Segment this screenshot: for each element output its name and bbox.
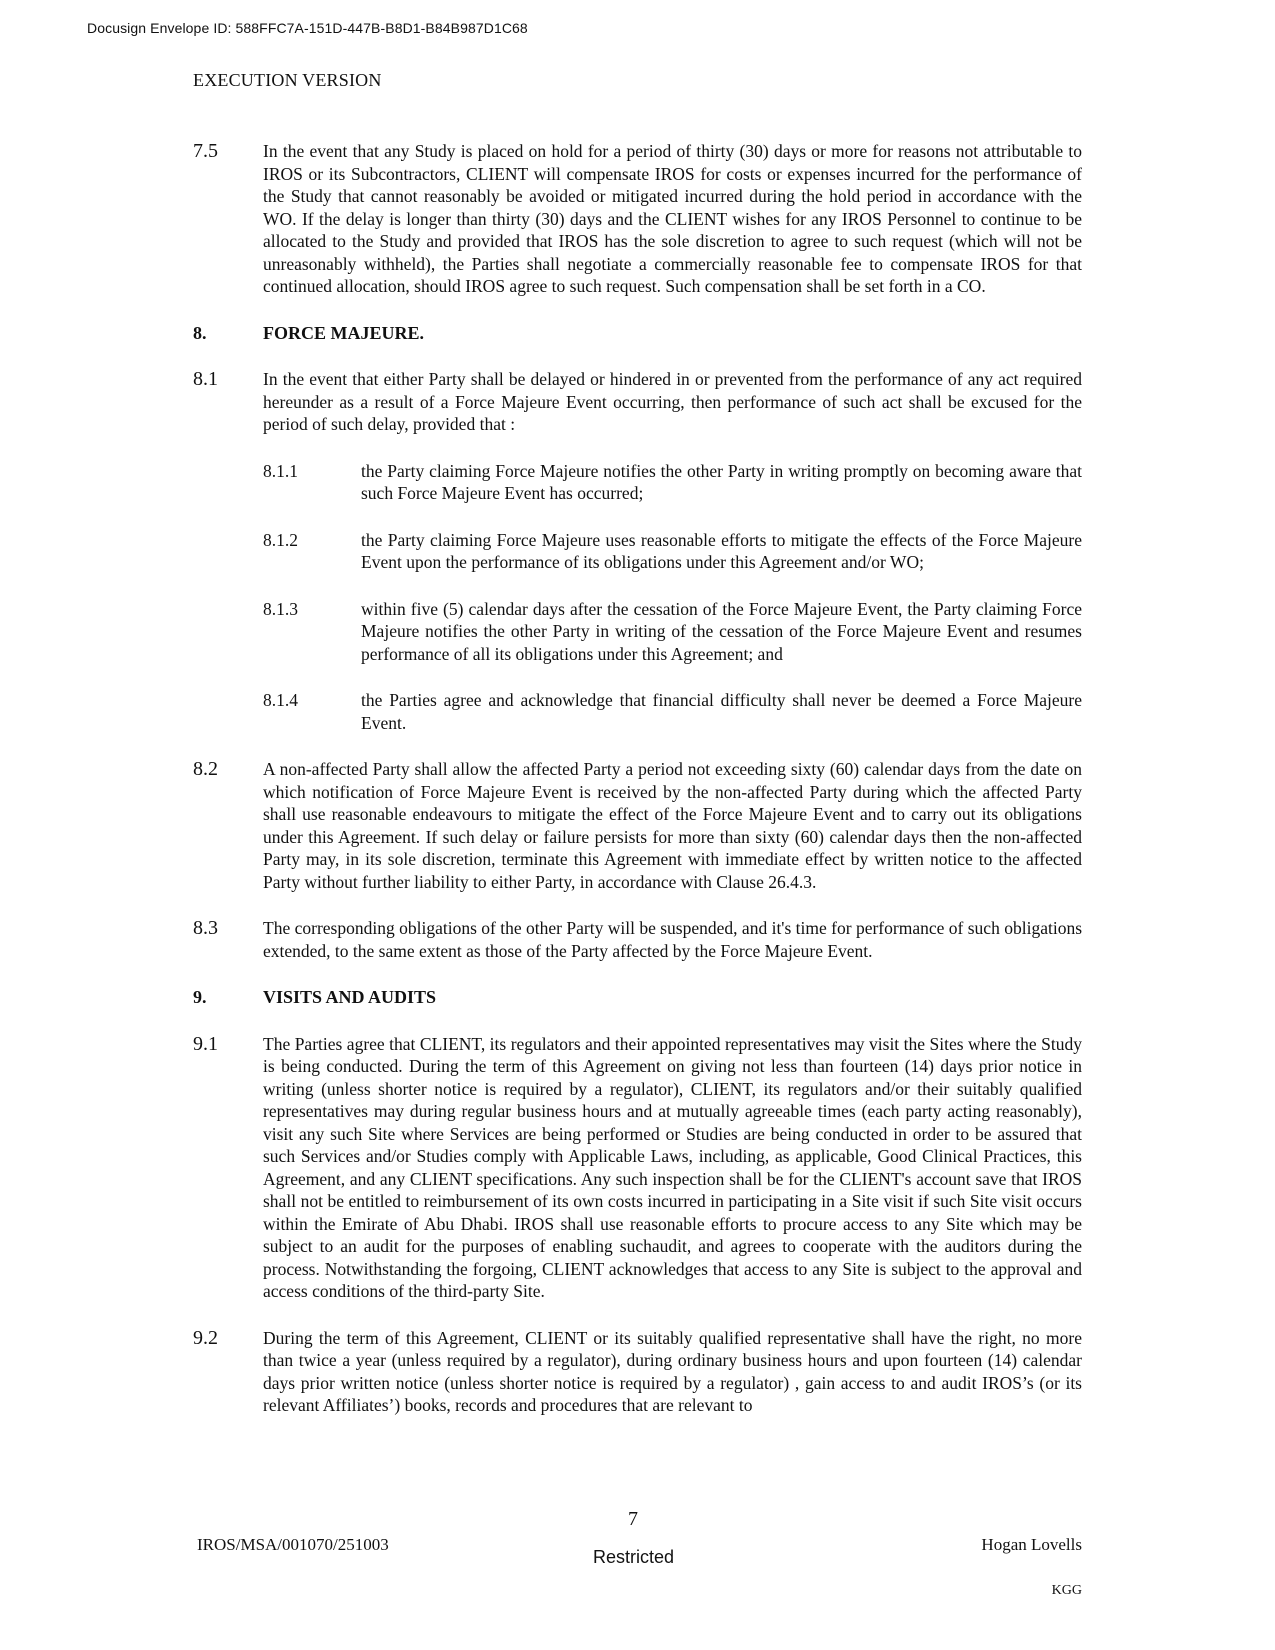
classification-label: Restricted [593,1547,675,1567]
subclause-number: 8.1.2 [263,529,298,550]
clause-text: A non-affected Party shall allow the affected Party a period not exceeding sixty (60) calendar days from the date on which notification of Force Majeure Event is received by the non-affected Party during which the affected Party shall use reasonable endeavours to mitigate the effect of the Force Majeure Event and to carry out its obligations under this Agreement. If such delay or failure persists for more than sixty (60) calendar days then the non-affected Party may, in its sole discretion, terminate this Agreement with immediate effect by written notice to the affected Party without further liability to either Party, in accordance with Clause 26.4.3. [263,759,1082,892]
clause-8-3 [193,917,1082,962]
clause-8-1-1 [263,460,1082,505]
clause-number: 9.1 [193,1032,218,1055]
clause-8-1-4 [263,689,1082,734]
subclause-number: 8.1.1 [263,460,298,481]
section-title: VISITS AND AUDITS [263,987,437,1007]
subclause-text: the Parties agree and acknowledge that financial difficulty shall never be deemed a Force Majeure Event. [361,690,1082,733]
clause-number: 9.2 [193,1326,218,1349]
clause-9-2 [193,1327,1082,1417]
clause-8-1-2 [263,529,1082,574]
firm-name: Hogan Lovells [981,1535,1082,1554]
clause-8-1 [193,368,1082,436]
clause-number: 8.2 [193,758,218,780]
clause-9-1 [193,1033,1082,1303]
section-heading-9 [193,986,1082,1009]
clause-text: The corresponding obligations of the other Party will be suspended, and it's time for performance of such obligations extended, to the same extent as those of the Party affected by the Force Majeure Event. [263,918,1082,961]
page-number: 7 [628,1508,638,1530]
docusign-envelope-id: Docusign Envelope ID: 588FFC7A-151D-447B-B8D1-B84B987D1C68 [87,20,528,36]
subclause-text: the Party claiming Force Majeure uses reasonable efforts to mitigate the effects of the Force Majeure Event upon the performance of its obligations under this Agreement and/or WO; [361,529,1082,572]
section-number: 8. [193,322,207,343]
clause-text: In the event that either Party shall be delayed or hindered in or prevented from the performance of any act required hereunder as a result of a Force Majeure Event occurring, then performance of such act shall be excused for the period of such delay, provided that : [263,369,1082,434]
clause-7-5 [193,140,1082,298]
clause-text: In the event that any Study is placed on hold for a period of thirty (30) days or more for reasons not attributable to IROS or its Subcontractors, CLIENT will compensate IROS for costs or expenses incurred for the performance of the Study that cannot reasonably be avoided or mitigated incurred during the hold period in accordance with the WO. If the delay is longer than thirty (30) days and the CLIENT wishes for any IROS Personnel to continue to be allocated to the Study and provided that IROS has the sole discretion to agree to such request (which will not be unreasonably withheld), the Parties shall negotiate a commercially reasonable fee to compensate IROS for that continued allocation, should IROS agree to such request. Such compensation shall be set forth in a CO. [263,141,1082,296]
section-title: FORCE MAJEURE. [263,322,424,343]
section-heading-8 [193,322,1082,345]
version-label: EXECUTION VERSION [193,70,382,90]
clause-8-2 [193,758,1082,893]
subclause-number: 8.1.4 [263,690,298,710]
section-number: 9. [193,987,207,1007]
clause-text: The Parties agree that CLIENT, its regulators and their appointed representatives may visit the Sites where the Study is being conducted. During the term of this Agreement on giving not less than fourteen (14) days prior notice in writing (unless shorter notice is required by a regulator), CLIENT, its regulators and/or their suitably qualified representatives may during regular business hours and at mutually agreeable times (each party acting reasonably), visit any such Site where Services are being performed or Studies are being conducted in order to be assured that such Services and/or Studies comply with Applicable Laws, including, as applicable, Good Clinical Practices, this Agreement, and any CLIENT specifications. Any such inspection shall be for the CLIENT's account save that IROS shall not be entitled to reimbursement of its own costs incurred in participating in a Site visit if such Site visit occurs within the Emirate of Abu Dhabi. IROS shall use reasonable efforts to procure access to any Site which may be subject to an audit for the purposes of enabling suchaudit, and agrees to cooperate with the auditors during the process. Notwithstanding the forgoing, CLIENT acknowledges that access to any Site is subject to the approval and access conditions of the third-party Site. [263,1033,1082,1301]
subclause-text: within five (5) calendar days after the cessation of the Force Majeure Event, the Party claiming Force Majeure notifies the other Party in writing of the cessation of the Force Majeure Event and resumes performance of all its obligations under this Agreement; and [361,598,1082,664]
document-body [193,140,1082,1417]
clause-number: 8.3 [193,917,218,939]
clause-8-1-3 [263,598,1082,666]
clause-text: During the term of this Agreement, CLIENT or its suitably qualified representative shall have the right, no more than twice a year (unless required by a regulator), during ordinary business hours and upon fourteen (14) calendar days prior written notice (unless shorter notice is required by a regulator) , gain access to and audit IROS’s (or its relevant Affiliates’) books, records and procedures that are relevant to [263,1327,1082,1415]
subclause-text: the Party claiming Force Majeure notifies the other Party in writing promptly on becoming aware that such Force Majeure Event has occurred; [361,460,1082,503]
subclause-number: 8.1.3 [263,598,298,619]
clause-number: 8.1 [193,368,218,390]
document-reference: IROS/MSA/001070/251003 [197,1535,389,1554]
initials: KGG [1051,1583,1082,1598]
clause-number: 7.5 [193,140,218,162]
